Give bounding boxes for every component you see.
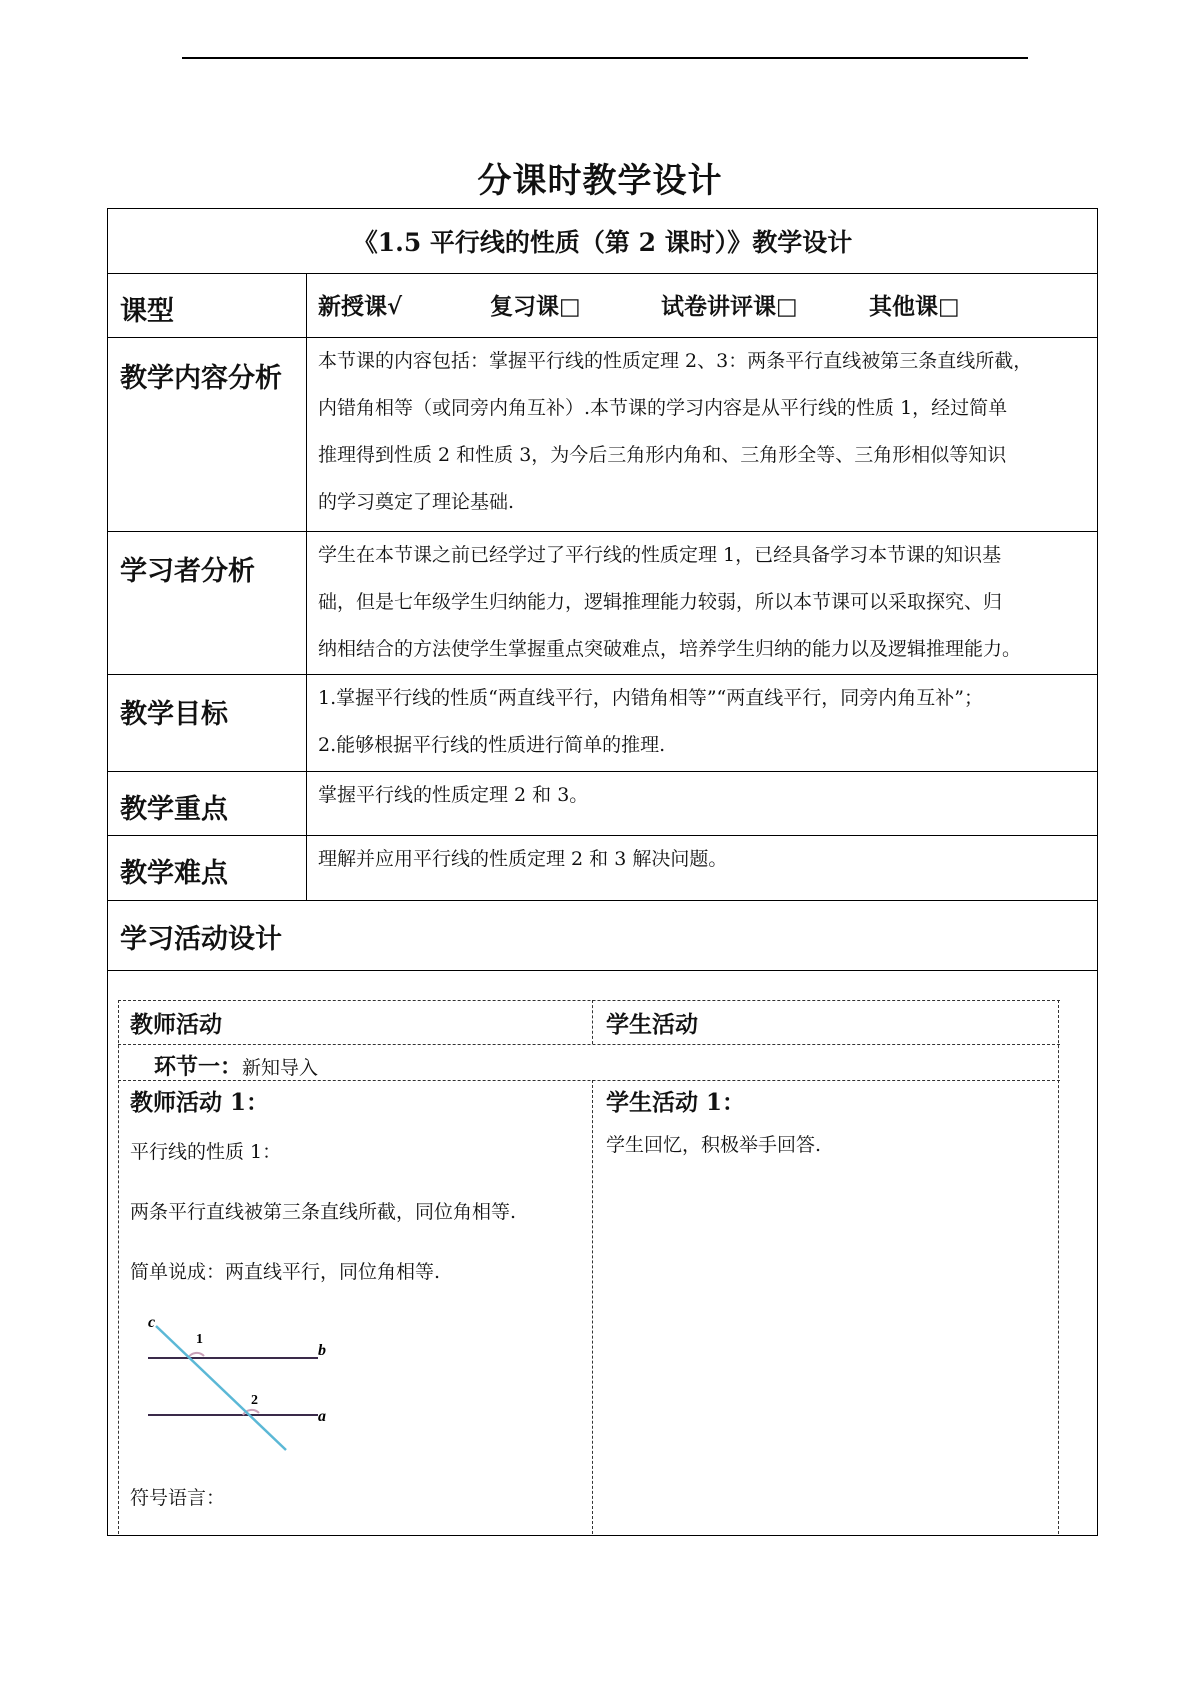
content-analysis-line: 本节课的内容包括：掌握平行线的性质定理 2、3：两条平行直线被第三条直线所截， [318,350,1033,372]
option-review-lesson: 复习课□ [490,293,581,320]
difficulties-text: 理解并应用平行线的性质定理 2 和 3 解决问题。 [318,848,728,870]
learner-analysis-line: 学生在本节课之前已经学过了平行线的性质定理 1，已经具备学习本节课的知识基 [318,544,1002,566]
learner-analysis-line: 纳相结合的方法使学生掌握重点突破难点，培养学生归纳的能力以及逻辑推理能力。 [318,638,1022,660]
teacher-activity-header: 教师活动 [130,1011,222,1038]
learner-analysis-text [318,532,1089,673]
dashed-rule [118,1000,119,1534]
header-rule [182,57,1028,59]
label-b: b [318,1342,326,1359]
label-a: a [318,1408,326,1425]
option-test-review-lesson: 试卷讲评课□ [661,293,798,320]
objectives-row [108,675,1097,772]
objective-line: 2.能够根据平行线的性质进行简单的推理. [318,734,666,756]
stage-name: 新知导入 [242,1057,319,1079]
label-angle-1: 1 [196,1332,203,1347]
objective-line: 1.掌握平行线的性质“两直线平行，内错角相等”“两直线平行，同旁内角互补”； [318,687,983,709]
document-title: 分课时教学设计 [477,161,723,201]
lesson-type-label-cell [108,274,307,337]
content-analysis-label-cell [108,338,307,531]
lesson-type-label: 课型 [120,296,174,327]
activity-table [118,1000,1060,1534]
lesson-subtitle: 《1.5 平行线的性质（第 2 课时）》教学设计 [352,228,853,257]
content-analysis-line: 内错角相等（或同旁内角互补）.本节课的学习内容是从平行线的性质 1，经过简单 [318,397,1008,419]
student-activity-title: 学生活动 1： [606,1089,746,1116]
key-points-label: 教学重点 [120,794,228,825]
key-points-text: 掌握平行线的性质定理 2 和 3。 [318,784,589,806]
label-angle-2: 2 [251,1393,258,1408]
lesson-type-options [307,274,1097,337]
objectives-label: 教学目标 [120,699,228,730]
difficulties-label: 教学难点 [120,858,228,889]
content-analysis-line: 的学习奠定了理论基础. [318,491,515,513]
key-points-label-cell [108,772,307,835]
student-activity-header: 学生活动 [606,1011,698,1038]
teacher-activity-line: 简单说成：两直线平行，同位角相等. [130,1261,441,1283]
teacher-activity-line: 两条平行直线被第三条直线所截，同位角相等. [130,1201,517,1223]
content-analysis-label: 教学内容分析 [120,363,282,394]
dashed-rule [592,1000,593,1044]
dashed-rule [592,1080,593,1534]
stage-row [154,1050,318,1081]
dashed-rule [1058,1000,1059,1534]
transversal-c [156,1326,286,1450]
option-other-lesson: 其他课□ [869,293,960,320]
learner-analysis-label: 学习者分析 [120,556,255,587]
difficulties-row [108,836,1097,901]
objectives-text [318,675,1089,769]
stage-label: 环节一： [154,1054,243,1080]
activity-design-label: 学习活动设计 [120,924,282,955]
label-c: c [148,1314,156,1331]
activity-design-row [108,901,1097,971]
dashed-rule [118,1000,1060,1001]
difficulties-label-cell [108,836,307,900]
teacher-activity-line: 平行线的性质 1： [130,1141,282,1163]
learner-analysis-label-cell [108,532,307,674]
dashed-rule [118,1044,1060,1045]
learner-analysis-row [108,532,1097,675]
subtitle-row [108,209,1097,274]
option-new-lesson: 新授课√ [318,293,403,320]
content-analysis-text [318,338,1089,526]
content-analysis-row [108,338,1097,532]
objectives-label-cell [108,675,307,771]
key-points-row [108,772,1097,836]
symbol-language-label: 符号语言： [130,1487,226,1509]
learner-analysis-line: 础，但是七年级学生归纳能力，逻辑推理能力较弱，所以本节课可以采取探究、归 [318,591,1003,613]
content-analysis-line: 推理得到性质 2 和性质 3，为今后三角形内角和、三角形全等、三角形相似等知识 [318,444,1007,466]
parallel-lines-diagram [148,1310,368,1460]
student-activity-text: 学生回忆，积极举手回答. [606,1134,822,1156]
lesson-type-row [108,274,1097,338]
teacher-activity-title: 教师活动 1： [130,1089,270,1116]
